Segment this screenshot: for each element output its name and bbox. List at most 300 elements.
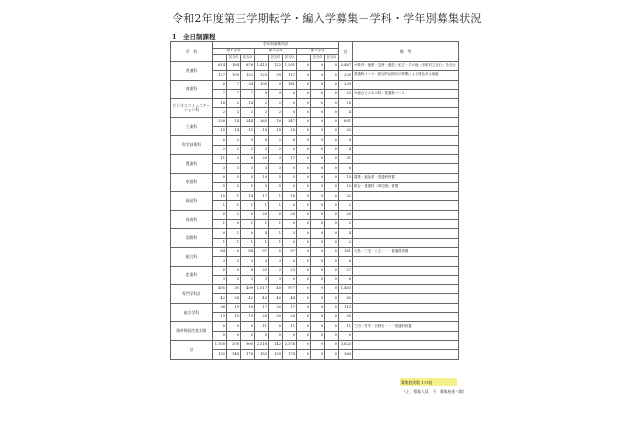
value-cell: 0 — [227, 266, 241, 275]
value-cell: 0 — [325, 108, 339, 117]
enrollment-table — [170, 41, 459, 360]
value-cell: 0 — [297, 145, 311, 154]
value-cell: 0 — [311, 173, 325, 182]
table-row — [171, 294, 459, 303]
value-cell: 139 — [269, 350, 283, 359]
value-cell: 192 — [213, 350, 227, 359]
value-cell: 0 — [283, 99, 297, 108]
note-cell — [353, 127, 459, 136]
total-cell: 39 — [339, 313, 353, 322]
value-cell: 42 — [241, 294, 255, 303]
value-cell: 0 — [297, 71, 311, 80]
note-cell: 大島・三宅・八丈・・・普通科併置 — [353, 247, 459, 256]
value-cell: 174 — [283, 350, 297, 359]
value-cell: 0 — [325, 285, 339, 294]
note-cell — [353, 210, 459, 219]
value-cell: 11 — [213, 154, 227, 163]
value-cell: 0 — [241, 331, 255, 340]
value-cell: 0 — [311, 238, 325, 247]
total-cell: 4 — [339, 108, 353, 117]
value-cell: 0 — [241, 322, 255, 331]
value-cell: 0 — [325, 229, 339, 238]
note-cell — [353, 340, 459, 349]
value-cell: 1 — [213, 201, 227, 210]
value-cell: 0 — [283, 238, 297, 247]
value-cell: 0 — [311, 229, 325, 238]
value-cell: 0 — [325, 322, 339, 331]
value-cell: 178 — [241, 350, 255, 359]
header-sub: 区分1 — [269, 55, 283, 62]
value-cell: 0 — [311, 331, 325, 340]
value-cell: 17 — [255, 192, 269, 201]
value-cell: 0 — [297, 99, 311, 108]
note-cell — [353, 108, 459, 117]
table-row — [171, 80, 459, 89]
note-cell — [353, 266, 459, 275]
table-row — [171, 331, 459, 340]
value-cell: 19 — [241, 313, 255, 322]
value-cell: 0 — [311, 154, 325, 163]
value-cell: 19 — [227, 303, 241, 312]
value-cell: 0 — [325, 99, 339, 108]
value-cell: 15 — [213, 192, 227, 201]
value-cell: 0 — [283, 257, 297, 266]
note-cell — [353, 201, 459, 210]
value-cell: 0 — [325, 145, 339, 154]
value-cell: 3 — [269, 257, 283, 266]
value-cell: 2 — [213, 108, 227, 117]
value-cell: 2 — [269, 266, 283, 275]
value-cell: 0 — [297, 266, 311, 275]
value-cell: 20 — [255, 154, 269, 163]
total-cell: 10 — [339, 182, 353, 191]
value-cell: 14 — [241, 99, 255, 108]
value-cell: 1 — [227, 192, 241, 201]
value-cell: 122 — [269, 62, 283, 71]
value-cell: 0 — [325, 220, 339, 229]
note-cell: 農業・福祉系・普通科併置 — [353, 173, 459, 182]
note-cell — [353, 257, 459, 266]
dept-label: ビジネスコミュニケーション科 — [171, 99, 213, 118]
value-cell: 5 — [255, 182, 269, 191]
header-breakdown: 学年別募集内訳 — [213, 42, 339, 49]
note-cell — [353, 164, 459, 173]
note-cell — [353, 154, 459, 163]
value-cell: 1 — [269, 238, 283, 247]
table-row — [171, 350, 459, 359]
value-cell: 0 — [311, 285, 325, 294]
value-cell: 2 — [255, 99, 269, 108]
value-cell: 183 — [255, 350, 269, 359]
table-row — [171, 303, 459, 312]
value-cell: 0 — [269, 247, 283, 256]
value-cell: 2 — [227, 210, 241, 219]
value-cell: 117 — [283, 71, 297, 80]
table-row — [171, 210, 459, 219]
value-cell: 365 — [255, 117, 269, 126]
value-cell: 30 — [227, 285, 241, 294]
value-cell: 0 — [311, 80, 325, 89]
value-cell: 0 — [311, 164, 325, 173]
value-cell: 146 — [227, 350, 241, 359]
value-cell: 1 — [227, 238, 241, 247]
value-cell: 0 — [213, 173, 227, 182]
value-cell: 0 — [213, 266, 227, 275]
table-row — [171, 89, 459, 98]
value-cell: 184 — [227, 62, 241, 71]
value-cell: 1 — [213, 238, 227, 247]
value-cell: 0 — [311, 220, 325, 229]
value-cell: 0 — [311, 117, 325, 126]
table-row — [171, 238, 459, 247]
value-cell: 0 — [297, 210, 311, 219]
value-cell: 3 — [213, 164, 227, 173]
table-row — [171, 229, 459, 238]
header-dept: 学 科 — [171, 42, 213, 62]
note-cell — [353, 331, 459, 340]
value-cell: 0 — [311, 340, 325, 349]
value-cell: 0 — [325, 303, 339, 312]
value-cell: 20 — [269, 313, 283, 322]
total-cell: 6 — [339, 275, 353, 284]
note-cell — [353, 303, 459, 312]
total-cell: 4 — [339, 145, 353, 154]
value-cell: 0 — [311, 201, 325, 210]
value-cell: 20 — [255, 313, 269, 322]
table-row — [171, 266, 459, 275]
value-cell: 7 — [241, 89, 255, 98]
table-row — [171, 164, 459, 173]
total-cell: 601 — [339, 117, 353, 126]
value-cell: 0 — [311, 145, 325, 154]
value-cell: 0 — [297, 127, 311, 136]
value-cell: 3 — [255, 275, 269, 284]
dept-label: 総合科 — [171, 247, 213, 266]
value-cell: 0 — [297, 340, 311, 349]
value-cell: 38 — [227, 294, 241, 303]
value-cell: 0 — [297, 285, 311, 294]
value-cell: 0 — [325, 117, 339, 126]
table-row — [171, 62, 459, 71]
value-cell: 3 — [269, 275, 283, 284]
total-cell: 181 — [339, 247, 353, 256]
value-cell: 0 — [227, 247, 241, 256]
total-cell: 27 — [339, 266, 353, 275]
value-cell: 495 — [213, 285, 227, 294]
value-cell: 0 — [297, 117, 311, 126]
note-cell — [353, 238, 459, 247]
table-row — [171, 99, 459, 108]
header-grade2: 第２学年 — [255, 48, 297, 55]
value-cell: 181 — [283, 80, 297, 89]
value-cell: 0 — [297, 257, 311, 266]
value-cell: 0 — [297, 173, 311, 182]
value-cell: 0 — [311, 322, 325, 331]
value-cell: 3 — [283, 229, 297, 238]
value-cell: 0 — [325, 238, 339, 247]
value-cell: 0 — [297, 322, 311, 331]
value-cell: 1 — [227, 201, 241, 210]
value-cell: 0 — [297, 192, 311, 201]
value-cell: 0 — [311, 182, 325, 191]
total-cell: 6 — [339, 164, 353, 173]
value-cell: 3 — [227, 257, 241, 266]
value-cell: 10 — [255, 173, 269, 182]
value-cell: 0 — [311, 247, 325, 256]
total-cell: 33 — [339, 127, 353, 136]
value-cell: 44 — [283, 294, 297, 303]
dept-label: 体育科 — [171, 210, 213, 229]
value-cell: 2 — [269, 108, 283, 117]
value-cell: 19 — [227, 313, 241, 322]
value-cell: 1 — [269, 192, 283, 201]
value-cell: 84 — [241, 247, 255, 256]
value-cell: 0 — [297, 154, 311, 163]
value-cell: 2 — [269, 136, 283, 145]
table-row — [171, 136, 459, 145]
note-cell — [353, 294, 459, 303]
value-cell: 0 — [325, 247, 339, 256]
value-cell: 614 — [213, 62, 227, 71]
value-cell: 20 — [283, 210, 297, 219]
value-cell: 0 — [213, 80, 227, 89]
note-cell — [353, 220, 459, 229]
value-cell: 17 — [255, 303, 269, 312]
value-cell: 1 — [255, 201, 269, 210]
value-cell: 0 — [325, 89, 339, 98]
value-cell: 0 — [297, 275, 311, 284]
value-cell: 1 — [241, 238, 255, 247]
table-row — [171, 201, 459, 210]
note-cell — [353, 192, 459, 201]
value-cell: 0 — [311, 294, 325, 303]
total-cell: 20 — [339, 210, 353, 219]
header-grade1: 第１学年 — [213, 48, 255, 55]
value-cell: 1,017 — [255, 285, 269, 294]
note-cell — [353, 350, 459, 359]
value-cell: 18 — [283, 127, 297, 136]
value-cell: 0 — [241, 229, 255, 238]
value-cell: 0 — [283, 108, 297, 117]
value-cell: 19 — [213, 313, 227, 322]
value-cell: 0 — [297, 220, 311, 229]
value-cell: 0 — [311, 210, 325, 219]
value-cell: 122 — [241, 71, 255, 80]
value-cell: 0 — [283, 89, 297, 98]
value-cell: 3 — [255, 257, 269, 266]
total-cell: 31 — [339, 154, 353, 163]
value-cell: 9 — [269, 80, 283, 89]
note-cell — [353, 275, 459, 284]
value-cell: 2,376 — [283, 340, 297, 349]
value-cell: 14 — [227, 127, 241, 136]
dept-label: 海外帰国生徒対象 — [171, 322, 213, 341]
value-cell: 9 — [269, 89, 283, 98]
table-row — [171, 117, 459, 126]
value-cell: 0 — [311, 275, 325, 284]
total-cell: 1,465 — [339, 285, 353, 294]
note-cell: ※総合ビジネス科・普通科コース — [353, 89, 459, 98]
value-cell: 0 — [311, 99, 325, 108]
value-cell: 0 — [297, 201, 311, 210]
value-cell: 2 — [227, 136, 241, 145]
value-cell: 1,100 — [213, 340, 227, 349]
value-cell: 0 — [213, 229, 227, 238]
value-cell: 25 — [255, 266, 269, 275]
value-cell: 2 — [227, 99, 241, 108]
note-cell — [353, 136, 459, 145]
value-cell: 0 — [311, 89, 325, 98]
value-cell: 18 — [269, 127, 283, 136]
value-cell: 2 — [227, 145, 241, 154]
value-cell: 5 — [269, 182, 283, 191]
total-cell: 85 — [339, 294, 353, 303]
value-cell: 0 — [325, 313, 339, 322]
note-cell: 三田・竹早・日野台・・・普通科併置 — [353, 322, 459, 331]
total-cell: 2 — [339, 238, 353, 247]
value-cell: 0 — [297, 136, 311, 145]
value-cell: 20 — [269, 303, 283, 312]
table-row — [171, 108, 459, 117]
value-cell: 16 — [283, 192, 297, 201]
value-cell: 3 — [255, 164, 269, 173]
value-cell: 7 — [227, 80, 241, 89]
value-cell: 17 — [283, 303, 297, 312]
value-cell: 3 — [241, 275, 255, 284]
value-cell: 0 — [311, 136, 325, 145]
value-cell: 0 — [325, 210, 339, 219]
value-cell: 0 — [269, 322, 283, 331]
value-cell: 0 — [325, 266, 339, 275]
dept-label: 福祉科 — [171, 192, 213, 211]
value-cell: 0 — [311, 257, 325, 266]
value-cell: 0 — [283, 201, 297, 210]
value-cell: 2 — [227, 108, 241, 117]
value-cell: 3 — [227, 275, 241, 284]
value-cell: 0 — [311, 127, 325, 136]
value-cell: 0 — [297, 303, 311, 312]
table-row — [171, 173, 459, 182]
dept-label: 計 — [171, 340, 213, 359]
header-sub — [213, 55, 227, 62]
value-cell: 347 — [283, 117, 297, 126]
value-cell: 0 — [283, 182, 297, 191]
dept-label: 専門学科計 — [171, 285, 213, 304]
value-cell: 2 — [241, 108, 255, 117]
dept-label: 工業科 — [171, 117, 213, 136]
total-cell: 239 — [339, 80, 353, 89]
value-cell: 0 — [241, 210, 255, 219]
total-cell: 113 — [339, 303, 353, 312]
value-cell: 16 — [213, 99, 227, 108]
value-cell: 97 — [255, 247, 269, 256]
value-cell: 18 — [255, 127, 269, 136]
total-cell: 2,467 — [339, 62, 353, 71]
value-cell: 3 — [227, 164, 241, 173]
header-sub — [297, 55, 311, 62]
header-sub: 区分2 — [241, 55, 255, 62]
value-cell: 0 — [325, 182, 339, 191]
value-cell: 228 — [213, 117, 227, 126]
dept-label: 商業科 — [171, 80, 213, 99]
value-cell: 0 — [325, 173, 339, 182]
value-cell: 0 — [325, 127, 339, 136]
value-cell: 0 — [325, 350, 339, 359]
value-cell: 0 — [297, 62, 311, 71]
value-cell: 15 — [213, 127, 227, 136]
value-cell: 142 — [269, 340, 283, 349]
total-cell: 11 — [339, 322, 353, 331]
value-cell: 3 — [213, 275, 227, 284]
value-cell: 0 — [213, 136, 227, 145]
dept-label: 家庭科 — [171, 173, 213, 192]
value-cell: 0 — [213, 322, 227, 331]
value-cell: 2 — [213, 145, 227, 154]
value-cell: 40 — [269, 294, 283, 303]
value-cell: 0 — [325, 71, 339, 80]
value-cell: 1 — [255, 238, 269, 247]
value-cell: 5 — [269, 173, 283, 182]
value-cell: 3 — [213, 257, 227, 266]
value-cell: 0 — [227, 322, 241, 331]
total-cell: 4 — [339, 229, 353, 238]
value-cell: 11 — [283, 322, 297, 331]
value-cell: 20 — [255, 210, 269, 219]
table-row — [171, 220, 459, 229]
value-cell: 1 — [269, 229, 283, 238]
value-cell: 0 — [311, 266, 325, 275]
value-cell: 0 — [311, 192, 325, 201]
note-cell: 総合・普通科（単位制）併置 — [353, 182, 459, 191]
value-cell: 97 — [283, 247, 297, 256]
value-cell: 0 — [227, 331, 241, 340]
total-cell: 229 — [339, 71, 353, 80]
total-cell: 3,623 — [339, 340, 353, 349]
total-cell: 15 — [339, 173, 353, 182]
total-cell: 18 — [339, 99, 353, 108]
value-cell: 0 — [311, 108, 325, 117]
value-cell: 900 — [241, 340, 255, 349]
value-cell: 43 — [255, 294, 269, 303]
value-cell: 0 — [325, 275, 339, 284]
note-cell — [353, 99, 459, 108]
value-cell: 0 — [213, 210, 227, 219]
value-cell: 0 — [325, 192, 339, 201]
value-cell: 1 — [241, 220, 255, 229]
value-cell: 5 — [213, 182, 227, 191]
total-cell: 0 — [339, 331, 353, 340]
header-sub — [255, 55, 269, 62]
value-cell: 0 — [255, 331, 269, 340]
value-cell: 5 — [241, 182, 255, 191]
value-cell: 7 — [213, 89, 227, 98]
value-cell: 0 — [325, 331, 339, 340]
total-cell: 2 — [339, 201, 353, 210]
value-cell: 3 — [269, 154, 283, 163]
value-cell: 7 — [227, 89, 241, 98]
value-cell: 2 — [241, 145, 255, 154]
table-row — [171, 257, 459, 266]
value-cell: 499 — [241, 285, 255, 294]
value-cell: 200 — [227, 340, 241, 349]
value-cell: 17 — [283, 154, 297, 163]
value-cell: 2 — [269, 145, 283, 154]
value-cell: 3 — [241, 164, 255, 173]
value-cell: 0 — [283, 145, 297, 154]
value-cell: 0 — [311, 350, 325, 359]
table-row — [171, 182, 459, 191]
value-cell: 127 — [213, 71, 227, 80]
